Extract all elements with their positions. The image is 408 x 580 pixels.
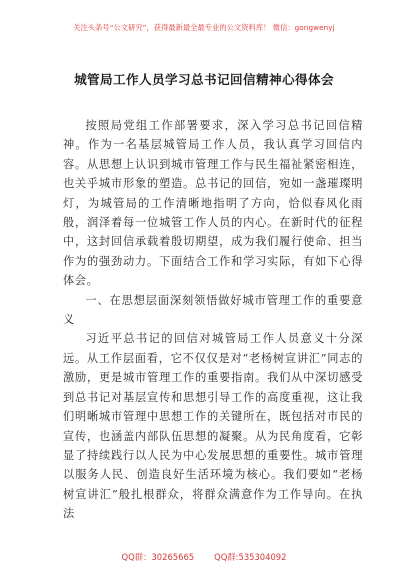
- paragraph-intro: 按照局党组工作部署要求，深入学习总书记回信精神。作为一名基层城管局工作人员，我认真学习回信内容。从思想上认识到城市管理工作与民生福祉紧密相连，也关乎城市形象的塑造。总书记的回信，宛如一盏璀璨明灯，为城管局的工作清晰地指明了方向，恰似春风化雨般，润泽着每一位城管工作人员的内心。在新时代的征程中，这封回信承载着殷切期望，成为我们履行使命、担当作为的强劲动力。下面结合工作和学习实际，有如下心得体会。: [63, 119, 363, 288]
- document-title: 城管局工作人员学习总书记回信精神心得体会: [74, 72, 334, 87]
- document-body: [63, 116, 363, 524]
- header-promo-note: 关注头条号“公文研究”，获得最新最全最专业的公文资料库！ 微信：gongwenyj: [73, 23, 335, 32]
- footer-contact: [0, 551, 408, 563]
- section-heading-1: 一、在思想层面深刻领悟做好城市管理工作的重要意义: [63, 293, 363, 327]
- paragraph-section-1: 习近平总书记的回信对城管局工作人员意义十分深远。从工作层面看，它不仅仅是对“老杨树宣讲汇”同志的激励，更是城市管理工作的重要指南。我们从中深切感受到总书记对基层宣传和思想引导工作的高度重视，这让我们明晰城市管理中思想工作的关键所在，既包括对市民的宣传，也涵盖内部队伍思想的凝聚。从为民角度看，它彰显了持续践行以人民为中心发展思想的重要性。城市管理以服务人民、创造良好生活环境为核心。我们要如“老杨树宣讲汇”般扎根群众，将群众满意作为工作导向。在执法: [63, 332, 363, 521]
- footer-qq-group-2: QQ群:535304092: [214, 552, 287, 562]
- footer-qq-group-1: QQ群：30265665: [121, 552, 195, 562]
